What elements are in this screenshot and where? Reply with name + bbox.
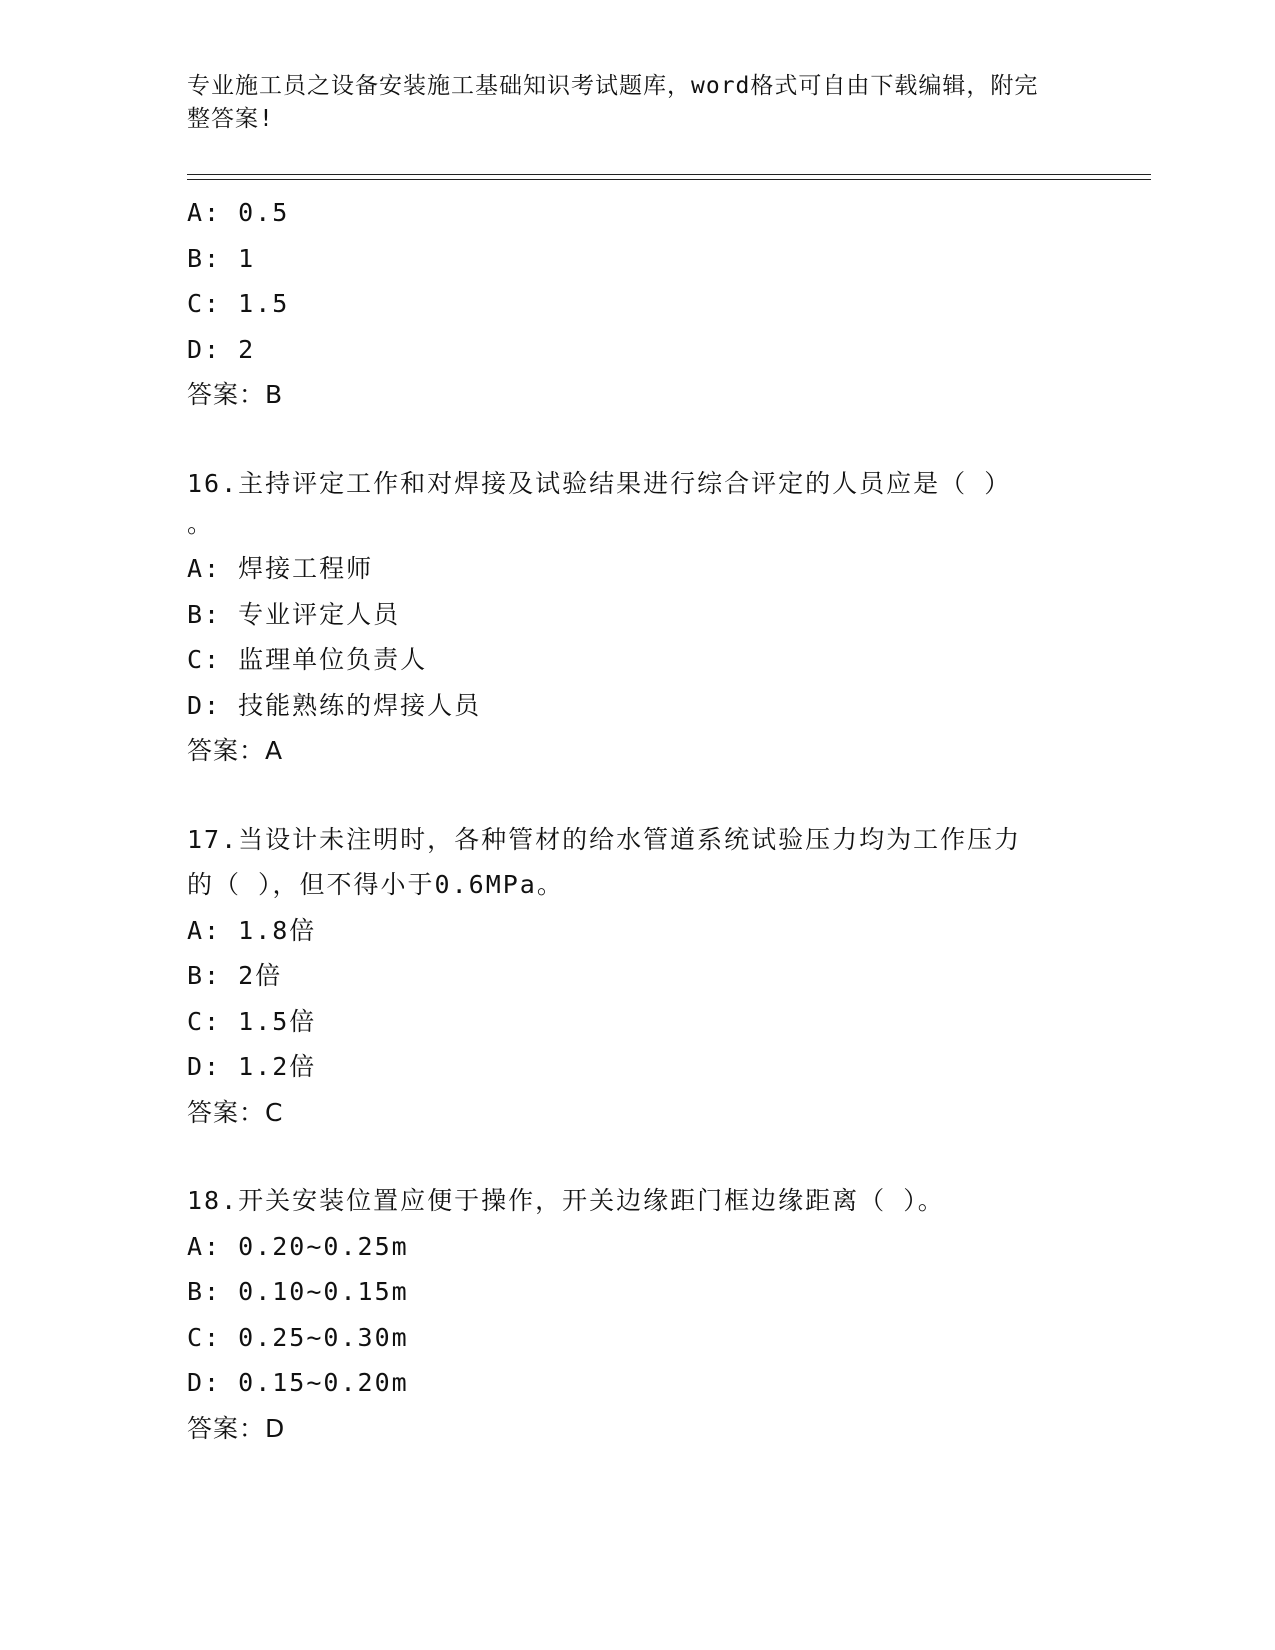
answer: 答案：B [187, 380, 284, 409]
option-a: A: 0.5 [187, 198, 290, 227]
header-title-line-1: 专业施工员之设备安装施工基础知识考试题库，word格式可自由下载编辑，附完 [187, 73, 1039, 99]
question-list [187, 190, 1087, 1451]
option-b: B: 2倍 [187, 961, 283, 990]
option-d: D: 0.15~0.20m [187, 1368, 409, 1397]
question-block-18 [187, 1178, 1087, 1451]
document-header [187, 70, 1067, 136]
question-text-continued: 的（ ），但不得小于0.6MPa。 [187, 870, 564, 899]
header-title-line-2: 整答案! [187, 106, 274, 132]
question-block-prev [187, 190, 1087, 418]
header-rule-top [187, 174, 1151, 175]
header-rule-bottom [187, 179, 1151, 180]
question-text: 17.当设计未注明时，各种管材的给水管道系统试验压力均为工作压力 [187, 824, 1022, 854]
option-d: D: 1.2倍 [187, 1052, 317, 1081]
option-a: A: 焊接工程师 [187, 554, 374, 583]
question-block-17 [187, 817, 1087, 1136]
answer: 答案：C [187, 1097, 284, 1127]
question-block-16 [187, 461, 1087, 774]
option-c: C: 0.25~0.30m [187, 1322, 409, 1352]
option-c: C: 1.5倍 [187, 1006, 317, 1036]
option-b: B: 0.10~0.15m [187, 1277, 409, 1306]
answer: 答案：A [187, 736, 284, 765]
question-text-continued: 。 [187, 509, 215, 538]
answer: 答案：D [187, 1413, 286, 1443]
option-b: B: 专业评定人员 [187, 599, 401, 629]
option-a: A: 0.20~0.25m [187, 1231, 409, 1261]
question-text: 16.主持评定工作和对焊接及试验结果进行综合评定的人员应是（ ） [187, 468, 1012, 498]
option-d: D: 技能熟练的焊接人员 [187, 690, 482, 720]
option-a: A: 1.8倍 [187, 915, 317, 945]
option-c: C: 监理单位负责人 [187, 645, 428, 674]
option-d: D: 2 [187, 334, 256, 364]
question-text: 18.开关安装位置应便于操作，开关边缘距门框边缘距离（ ）。 [187, 1186, 945, 1215]
option-b: B: 1 [187, 243, 256, 273]
option-c: C: 1.5 [187, 289, 290, 318]
